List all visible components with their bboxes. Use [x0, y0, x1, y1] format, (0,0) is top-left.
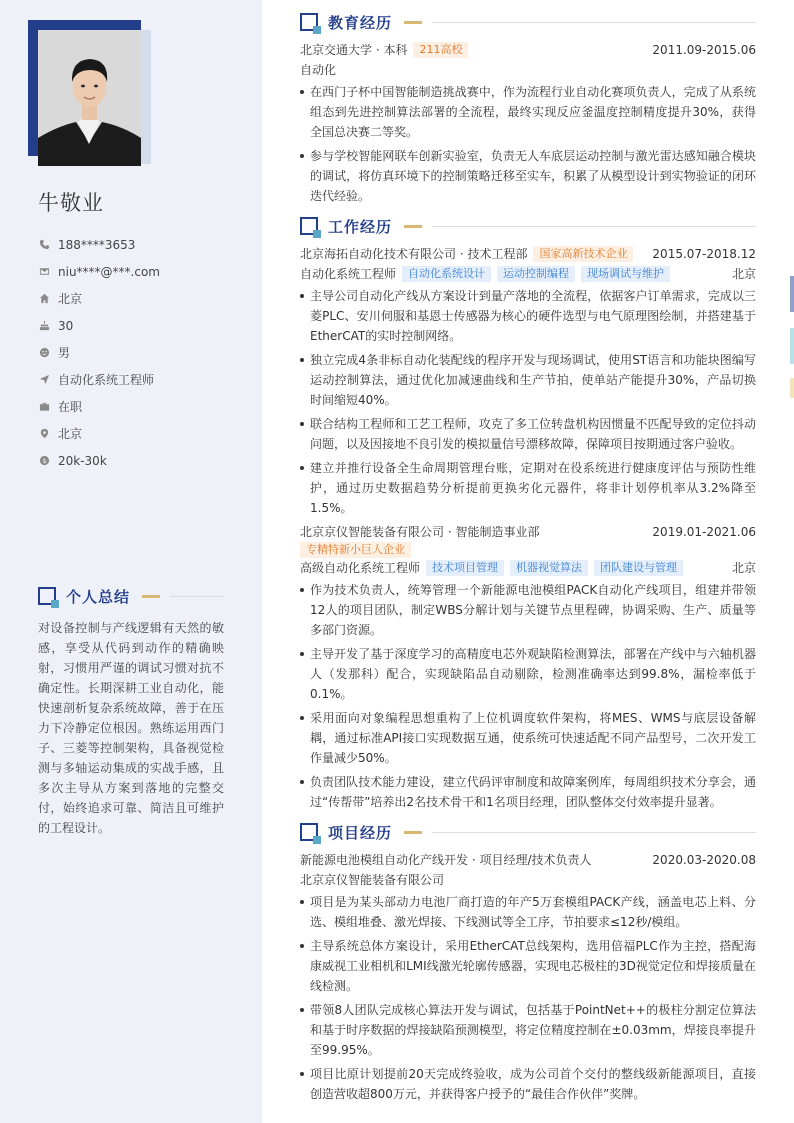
sidebar — [0, 0, 262, 1123]
location-value: 北京 — [58, 427, 83, 441]
job-company-row — [300, 522, 756, 542]
age-value: 30 — [58, 318, 74, 333]
list-item: 主导开发了基于深度学习的高精度电芯外观缺陷检测算法，部署在产线中与六轴机器人（发那科）配合，实现缺陷品自动剔除，检测准确率达到99.8%，漏检率低于0.1%。 — [300, 644, 756, 704]
section-divider — [432, 226, 756, 227]
summary-header — [38, 586, 224, 606]
contact-info-list — [38, 231, 160, 474]
school-name: 北京交通大学 · 本科 — [300, 43, 408, 57]
section-square-icon — [300, 13, 318, 31]
section-square-icon — [38, 587, 56, 605]
section-divider — [170, 596, 224, 597]
job-role: 高级自动化系统工程师 — [300, 561, 421, 575]
gender-icon — [38, 347, 50, 359]
list-item: 作为技术负责人，统筹管理一个新能源电池模组PACK自动化产线项目，组建并带领12人的项目团队，制定WBS分解计划与关键节点里程碑，协调采购、生产、质量等多部门资源。 — [300, 580, 756, 640]
section-accent-bar — [404, 225, 422, 228]
work-header — [300, 216, 756, 236]
status-value: 在职 — [58, 400, 83, 414]
section-accent-bar — [404, 21, 422, 24]
project-org-row — [300, 870, 756, 890]
project-bullets — [300, 892, 756, 1104]
project-org: 北京京仪智能装备有限公司 — [300, 873, 445, 887]
phone-value: 188****3653 — [58, 237, 136, 252]
section-square-icon — [300, 217, 318, 235]
list-item: 主导公司自动化产线从方案设计到量产落地的全流程，依据客户订单需求，完成以三菱PLC、安川伺服和基恩士传感器为核心的硬件选型与电气原理图绘制，并搭建基于EtherCAT的实时控制网络。 — [300, 286, 756, 346]
projects-header — [300, 822, 756, 842]
main-content — [300, 12, 756, 1114]
job-company-row — [300, 244, 756, 264]
section-square-icon — [300, 823, 318, 841]
job-role-row — [300, 558, 756, 578]
list-item: 项目是为某头部动力电池厂商打造的年产5万套模组PACK产线，涵盖电芯上料、分选、模组堆叠、激光焊接、下线测试等全工序，节拍要求≤12秒/模组。 — [300, 892, 756, 932]
skill-tag: 团队建设与管理 — [594, 560, 683, 576]
project-date: 2020.03-2020.08 — [652, 853, 756, 867]
skill-tag: 机器视觉算法 — [510, 560, 588, 576]
email-value: niu****@***.com — [58, 264, 160, 279]
projects-title: 项目经历 — [328, 823, 393, 842]
position-value: 自动化系统工程师 — [58, 373, 155, 387]
list-item: 在西门子杯中国智能制造挑战赛中，作为流程行业自动化赛项负责人，完成了从系统组态到先进控制算法部署的全流程，最终实现反应釜温度控制精度提升30%，获得全国总决赛二等奖。 — [300, 82, 756, 142]
projects-section — [300, 822, 756, 1104]
svg-text:$: $ — [41, 456, 47, 465]
send-icon — [38, 374, 50, 386]
job-role-row — [300, 264, 756, 284]
info-status — [38, 393, 160, 420]
list-item: 建立并推行设备全生命周期管理台账，定期对在役系统进行健康度评估与预防性维护，通过历史数据趋势分析提前更换劣化元器件，将非计划停机率从3.2%降至1.5%。 — [300, 458, 756, 518]
section-divider — [432, 832, 756, 833]
info-location — [38, 420, 160, 447]
major-row — [300, 60, 756, 80]
skill-tag: 运动控制编程 — [497, 266, 575, 282]
education-row — [300, 40, 756, 60]
company-tag: 国家高新技术企业 — [533, 246, 633, 262]
list-item: 项目比原计划提前20天完成终验收，成为公司首个交付的整线级新能源项目，直接创造营收超800万元，并获得客户授予的“最佳合作伙伴”奖牌。 — [300, 1064, 756, 1104]
job-city: 北京 — [731, 561, 756, 575]
edge-decoration-1 — [790, 276, 794, 312]
info-email — [38, 258, 160, 285]
summary-section — [38, 586, 224, 838]
job-date: 2019.01-2021.06 — [652, 525, 756, 539]
edge-decoration-2 — [790, 328, 794, 364]
job-company: 北京海拓自动化技术有限公司 · 技术工程部 — [300, 247, 528, 261]
briefcase-icon — [38, 401, 50, 413]
work-section — [300, 216, 756, 812]
info-phone — [38, 231, 160, 258]
education-date: 2011.09-2015.06 — [652, 43, 756, 57]
company-tag-row — [300, 542, 756, 558]
list-item: 联合结构工程师和工艺工程师，攻克了多工位转盘机构因惯量不匹配导致的定位抖动问题，以及因接地不良引发的模拟量信号漂移故障，保障项目按期通过客户验收。 — [300, 414, 756, 454]
project-row — [300, 850, 756, 870]
section-accent-bar — [404, 831, 422, 834]
list-item: 参与学校智能网联车创新实验室，负责无人车底层运动控制与激光雷达感知融合模块的调试，将仿真环境下的控制策略迁移至实车，积累了从模型设计到实物验证的闭环迭代经验。 — [300, 146, 756, 206]
phone-icon — [38, 239, 50, 251]
job-role: 自动化系统工程师 — [300, 267, 397, 281]
info-home — [38, 285, 160, 312]
job-city: 北京 — [731, 267, 756, 281]
job-bullets — [300, 286, 756, 518]
summary-text: 对设备控制与产线逻辑有天然的敏感，享受从代码到动作的精确映射，习惯用严谨的调试习惯对抗不确定性。长期深耕工业自动化，能快速剖析复杂系统故障，善于在压力下冷静定位根因。熟练运用西门子、三菱等控制架构，具备视觉检测与多轴运动集成的实战手感，且多次主导从方案到落地的完整交付，始终追求可靠、简洁且可维护的工程设计。 — [38, 621, 224, 835]
location-icon — [38, 428, 50, 440]
project-name: 新能源电池模组自动化产线开发 · 项目经理/技术负责人 — [300, 853, 592, 867]
job-date: 2015.07-2018.12 — [652, 247, 756, 261]
section-divider — [432, 22, 756, 23]
edge-decoration-3 — [790, 378, 794, 398]
skill-tag: 现场调试与维护 — [581, 266, 670, 282]
info-gender — [38, 339, 160, 366]
education-header — [300, 12, 756, 32]
education-section — [300, 12, 756, 206]
education-bullets — [300, 82, 756, 206]
education-title: 教育经历 — [328, 13, 393, 32]
list-item: 独立完成4条非标自动化装配线的程序开发与现场调试，使用ST语言和功能块图编写运动控制算法，通过优化加减速曲线和生产节拍，使单站产能提升30%，产品切换时间缩短40%。 — [300, 350, 756, 410]
avatar — [38, 30, 141, 166]
money-icon — [38, 455, 50, 467]
gender-value: 男 — [58, 346, 71, 360]
major: 自动化 — [300, 63, 337, 77]
list-item: 带领8人团队完成核心算法开发与调试，包括基于PointNet++的极柱分割定位算法和基于时序数据的焊接缺陷预测模型，将定位精度控制在±0.03mm，焊接良率提升至99.95%。 — [300, 1000, 756, 1060]
school-tag: 211高校 — [413, 42, 468, 58]
home-value: 北京 — [58, 292, 83, 306]
list-item: 负责团队技术能力建设，建立代码评审制度和故障案例库，每周组织技术分享会，通过“传帮带”培养出2名技术骨干和1名项目经理，团队整体交付效率提升显著。 — [300, 772, 756, 812]
list-item: 采用面向对象编程思想重构了上位机调度软件架构，将MES、WMS与底层设备解耦，通过标准API接口实现数据互通，使系统可快速适配不同产品型号，二次开发工作量减少50%。 — [300, 708, 756, 768]
info-salary — [38, 447, 160, 474]
job-company: 北京京仪智能装备有限公司 · 智能制造事业部 — [300, 525, 540, 539]
summary-title: 个人总结 — [66, 587, 131, 606]
info-position — [38, 366, 160, 393]
info-age — [38, 312, 160, 339]
section-accent-bar — [142, 595, 160, 598]
work-title: 工作经历 — [328, 217, 393, 236]
skill-tag: 自动化系统设计 — [402, 266, 491, 282]
photo-shadow — [141, 30, 151, 164]
candidate-name: 牛敬业 — [38, 191, 104, 215]
email-icon — [38, 266, 50, 278]
job-bullets — [300, 580, 756, 812]
salary-value: 20k-30k — [58, 453, 107, 468]
home-icon — [38, 293, 50, 305]
cake-icon — [38, 320, 50, 332]
company-tag: 专精特新小巨人企业 — [300, 542, 411, 558]
list-item: 主导系统总体方案设计，采用EtherCAT总线架构，选用倍福PLC作为主控，搭配海康威视工业相机和LMI线激光轮廓传感器，实现电芯极柱的3D视觉定位和焊接质量在线检测。 — [300, 936, 756, 996]
skill-tag: 技术项目管理 — [426, 560, 504, 576]
